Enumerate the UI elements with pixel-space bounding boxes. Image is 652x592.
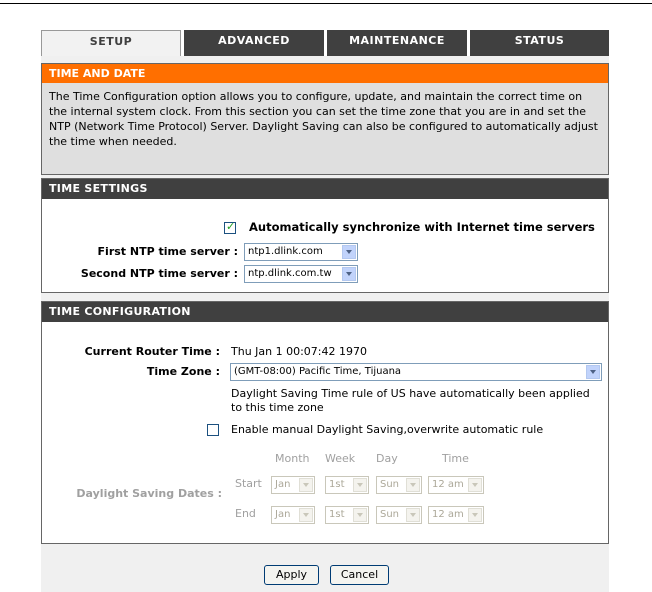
end-time-value: 12 am xyxy=(432,509,464,520)
dst-end-label: End xyxy=(235,507,256,520)
tab-setup[interactable]: SETUP xyxy=(41,30,181,56)
router-config-frame xyxy=(41,30,609,592)
auto-sync-checkbox[interactable] xyxy=(224,222,236,234)
dst-dates-label: Daylight Saving Dates : xyxy=(76,487,222,500)
end-month-select[interactable] xyxy=(271,506,315,524)
time-zone-select[interactable] xyxy=(230,363,602,381)
time-zone-value: (GMT-08:00) Pacific Time, Tijuana xyxy=(234,366,402,377)
time-config-panel xyxy=(41,301,609,544)
time-settings-title: TIME SETTINGS xyxy=(42,179,608,199)
end-week-select[interactable] xyxy=(325,506,369,524)
end-day-value: Sun xyxy=(380,509,400,520)
first-ntp-select[interactable] xyxy=(244,243,358,261)
chevron-down-icon xyxy=(353,478,367,492)
chevron-down-icon xyxy=(299,478,313,492)
router-time-value: Thu Jan 1 00:07:42 1970 xyxy=(231,345,368,358)
end-day-select[interactable] xyxy=(376,506,422,524)
second-ntp-label: Second NTP time server : xyxy=(80,267,238,280)
time-config-title: TIME CONFIGURATION xyxy=(42,302,608,322)
dst-note: Daylight Saving Time rule of US have automatically been applied to this time zone xyxy=(231,387,590,414)
start-time-select[interactable] xyxy=(428,476,484,494)
intro-panel xyxy=(41,63,609,175)
end-time-select[interactable] xyxy=(428,506,484,524)
apply-button[interactable]: Apply xyxy=(264,565,319,585)
tab-status[interactable]: STATUS xyxy=(470,30,609,56)
chevron-down-icon xyxy=(353,508,367,522)
chevron-down-icon xyxy=(342,267,356,281)
time-zone-label: Time Zone : xyxy=(146,365,220,378)
main-tabs xyxy=(41,30,609,56)
end-month-value: Jan xyxy=(275,509,291,520)
col-month-header: Month xyxy=(275,452,310,465)
col-week-header: Week xyxy=(325,452,356,465)
tab-advanced[interactable]: ADVANCED xyxy=(184,30,324,56)
intro-text: The Time Configuration option allows you to configure, update, and maintain the correct time on the internal system clock. From this section you can set the time zone that you are in and set the NTP (Network Time Protocol) Server. Daylight Saving can also be configured to automatically adjust the time when needed. xyxy=(42,83,608,174)
tab-maintenance[interactable]: MAINTENANCE xyxy=(327,30,467,56)
intro-title: TIME AND DATE xyxy=(42,64,608,83)
dst-start-label: Start xyxy=(235,477,262,490)
start-week-value: 1st xyxy=(329,479,345,490)
first-ntp-label: First NTP time server : xyxy=(97,245,238,258)
start-day-select[interactable] xyxy=(376,476,422,494)
manual-dst-label: Enable manual Daylight Saving,overwrite automatic rule xyxy=(231,423,544,436)
chevron-down-icon xyxy=(299,508,313,522)
chevron-down-icon xyxy=(468,508,482,522)
start-week-select[interactable] xyxy=(325,476,369,494)
chevron-down-icon xyxy=(468,478,482,492)
col-time-header: Time xyxy=(442,452,469,465)
cancel-button[interactable]: Cancel xyxy=(330,565,389,585)
auto-sync-label: Automatically synchronize with Internet time servers xyxy=(249,220,595,234)
time-settings-panel xyxy=(41,178,609,293)
chevron-down-icon xyxy=(586,365,600,379)
end-week-value: 1st xyxy=(329,509,345,520)
router-time-label: Current Router Time : xyxy=(84,345,220,358)
chevron-down-icon xyxy=(342,245,356,259)
start-time-value: 12 am xyxy=(432,479,464,490)
second-ntp-select[interactable] xyxy=(244,265,358,283)
start-month-select[interactable] xyxy=(271,476,315,494)
manual-dst-checkbox[interactable] xyxy=(207,424,219,436)
col-day-header: Day xyxy=(376,452,398,465)
second-ntp-value: ntp.dlink.com.tw xyxy=(248,268,332,279)
top-divider xyxy=(0,3,652,4)
chevron-down-icon xyxy=(406,508,420,522)
first-ntp-value: ntp1.dlink.com xyxy=(248,246,323,257)
start-month-value: Jan xyxy=(275,479,291,490)
start-day-value: Sun xyxy=(380,479,400,490)
chevron-down-icon xyxy=(406,478,420,492)
